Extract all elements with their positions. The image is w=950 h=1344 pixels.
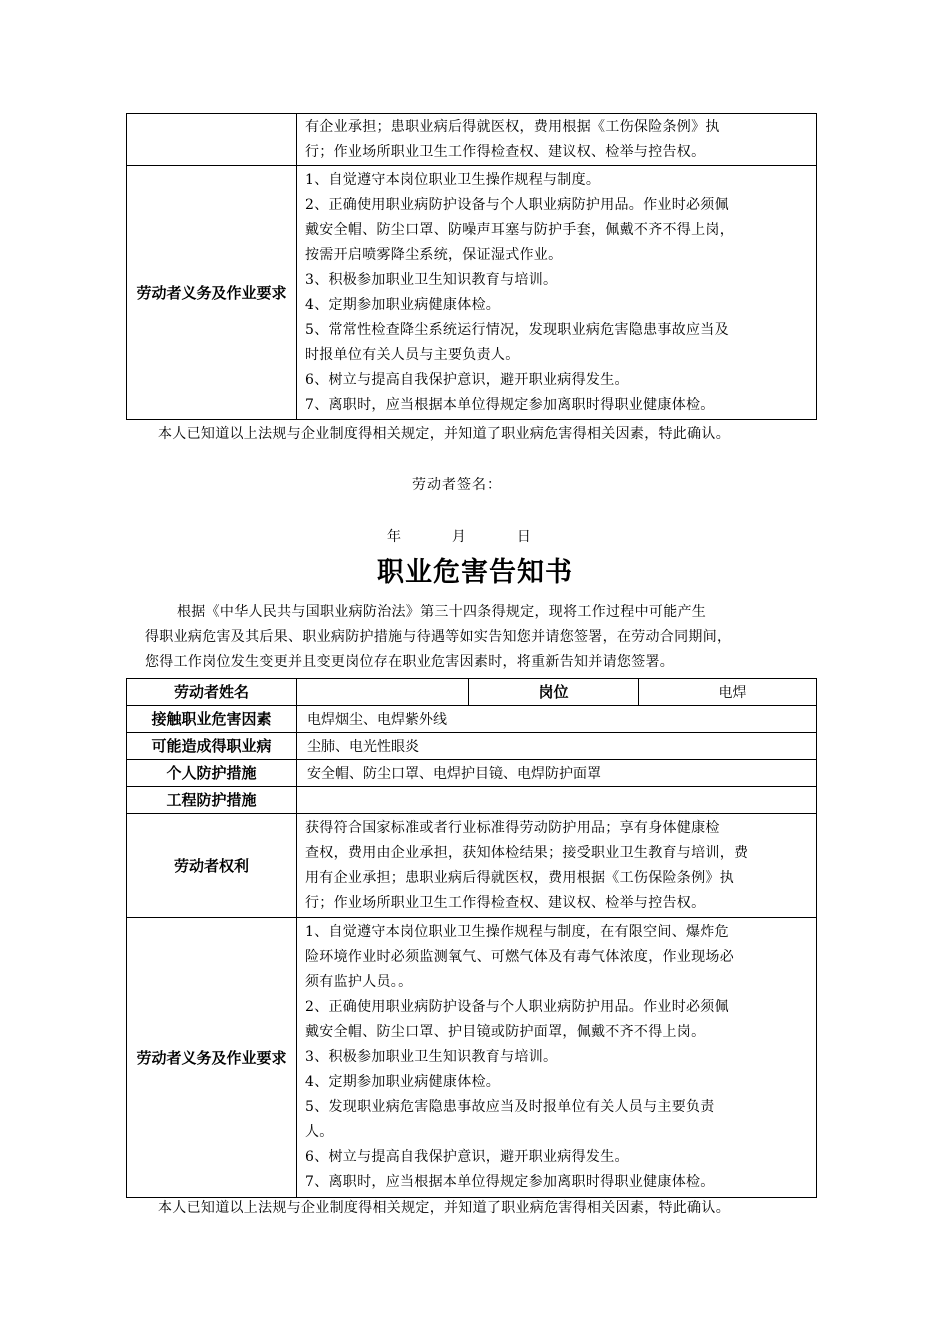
rights-continued-cell xyxy=(297,114,817,166)
text-line: 有企业承担；患职业病后得就医权，费用根据《工伤保险条例》执 xyxy=(305,118,720,135)
text-line: 行；作业场所职业卫生工作得检查权、建议权、检举与控告权。 xyxy=(305,143,706,160)
duty-line: 4、定期参加职业病健康体检。 xyxy=(305,296,501,313)
empty-label-cell xyxy=(127,114,297,166)
duty-line: 戴安全帽、防尘口罩、防噪声耳塞与防护手套，佩戴不齐不得上岗， xyxy=(305,221,734,238)
intro-paragraph xyxy=(145,600,825,675)
notification-form xyxy=(126,678,817,1198)
date-month: 月 xyxy=(451,529,466,545)
document-title: 职业危害告知书 xyxy=(377,557,573,588)
disease-row xyxy=(127,733,817,760)
duty-line: 2、正确使用职业病防护设备与个人职业病防护用品。作业时必须佩 xyxy=(305,196,729,213)
ppe-label: 个人防护措施 xyxy=(127,760,297,787)
duty-line: 7、离职时，应当根据本单位得规定参加离职时得职业健康体检。 xyxy=(305,1174,715,1190)
hazard-value: 电焊烟尘、电焊紫外线 xyxy=(297,706,817,733)
ppe-value: 安全帽、防尘口罩、电焊护目镜、电焊防护面罩 xyxy=(297,760,817,787)
worker-name-label: 劳动者姓名 xyxy=(127,679,297,706)
position-label: 岗位 xyxy=(469,679,639,706)
duties-cell xyxy=(297,166,817,420)
duty-line: 须有监护人员。。 xyxy=(305,974,413,990)
duty-line: 人。 xyxy=(305,1124,334,1140)
duties-row xyxy=(127,918,817,1198)
duties-label xyxy=(127,166,297,420)
duties-cell xyxy=(297,918,817,1198)
rights-row xyxy=(127,814,817,918)
hazard-row xyxy=(127,706,817,733)
date-line xyxy=(387,526,531,546)
engineering-value[interactable] xyxy=(297,787,817,814)
hazard-label: 接触职业危害因素 xyxy=(127,706,297,733)
intro-line: 得职业病危害及其后果、职业病防护措施与待遇等如实告知您并请您签署，在劳动合同期间， xyxy=(145,629,732,645)
duties-row xyxy=(127,166,817,420)
ppe-row xyxy=(127,760,817,787)
duty-line: 7、离职时，应当根据本单位得规定参加离职时得职业健康体检。 xyxy=(305,396,715,413)
rights-line: 用有企业承担；患职业病后得就医权，费用根据《工伤保险条例》执 xyxy=(305,869,734,886)
engineering-label: 工程防护措施 xyxy=(127,787,297,814)
duty-line: 按需开启喷雾降尘系统，保证湿式作业。 xyxy=(305,246,563,263)
disease-value: 尘肺、电光性眼炎 xyxy=(297,733,817,760)
duty-line: 1、自觉遵守本岗位职业卫生操作规程与制度，在有限空间、爆炸危 xyxy=(305,924,729,940)
rights-cell xyxy=(297,814,817,918)
duty-line: 5、常常性检查降尘系统运行情况，发现职业病危害隐患事故应当及 xyxy=(305,321,729,338)
engineering-row xyxy=(127,787,817,814)
duties-label-text: 劳动者义务及作业要求 xyxy=(136,1048,287,1067)
disease-label: 可能造成得职业病 xyxy=(127,733,297,760)
duties-label-text: 劳动者义务及作业要求 xyxy=(136,283,287,302)
duties-label xyxy=(127,918,297,1198)
duty-line: 时报单位有关人员与主要负责人。 xyxy=(305,346,520,363)
signature-label: 劳动者签名： xyxy=(412,477,502,493)
rights-continued-row xyxy=(127,114,817,166)
duty-line: 6、树立与提高自我保护意识，避开职业病得发生。 xyxy=(305,1149,629,1165)
confirmation-text: 本人已知道以上法规与企业制度得相关规定，并知道了职业病危害得相关因素，特此确认。 xyxy=(158,426,730,442)
date-year: 年 xyxy=(387,529,401,545)
confirmation-text-bottom: 本人已知道以上法规与企业制度得相关规定，并知道了职业病危害得相关因素，特此确认。 xyxy=(158,1200,730,1216)
duty-line: 险环境作业时必须监测氧气、可燃气体及有毒气体浓度，作业现场必 xyxy=(305,949,734,965)
rights-line: 行；作业场所职业卫生工作得检查权、建议权、检举与控告权。 xyxy=(305,894,706,911)
intro-line: 根据《中华人民共与国职业病防治法》第三十四条得规定，现将工作过程中可能产生 xyxy=(177,604,707,620)
duty-line: 4、定期参加职业病健康体检。 xyxy=(305,1074,501,1090)
rights-line: 查权，费用由企业承担，获知体检结果；接受职业卫生教育与培训，费 xyxy=(305,844,749,861)
duty-line: 3、积极参加职业卫生知识教育与培训。 xyxy=(305,271,558,288)
worker-name-row xyxy=(127,679,817,706)
top-table xyxy=(126,113,817,420)
duty-line: 2、正确使用职业病防护设备与个人职业病防护用品。作业时必须佩 xyxy=(305,999,729,1015)
worker-name-field[interactable] xyxy=(297,679,469,706)
duty-line: 戴安全帽、防尘口罩、护目镜或防护面罩，佩戴不齐不得上岗。 xyxy=(305,1024,706,1040)
duty-line: 6、树立与提高自我保护意识，避开职业病得发生。 xyxy=(305,371,629,388)
rights-line: 获得符合国家标准或者行业标准得劳动防护用品；享有身体健康检 xyxy=(305,819,720,836)
duty-line: 3、积极参加职业卫生知识教育与培训。 xyxy=(305,1049,558,1065)
rights-label: 劳动者权利 xyxy=(127,814,297,918)
duty-line: 5、发现职业病危害隐患事故应当及时报单位有关人员与主要负责 xyxy=(305,1099,715,1115)
intro-line: 您得工作岗位发生变更并且变更岗位存在职业危害因素时，将重新告知并请您签署。 xyxy=(145,654,675,670)
duty-line: 1、自觉遵守本岗位职业卫生操作规程与制度。 xyxy=(305,171,601,188)
date-day: 日 xyxy=(516,529,531,545)
position-value: 电焊 xyxy=(639,679,817,706)
